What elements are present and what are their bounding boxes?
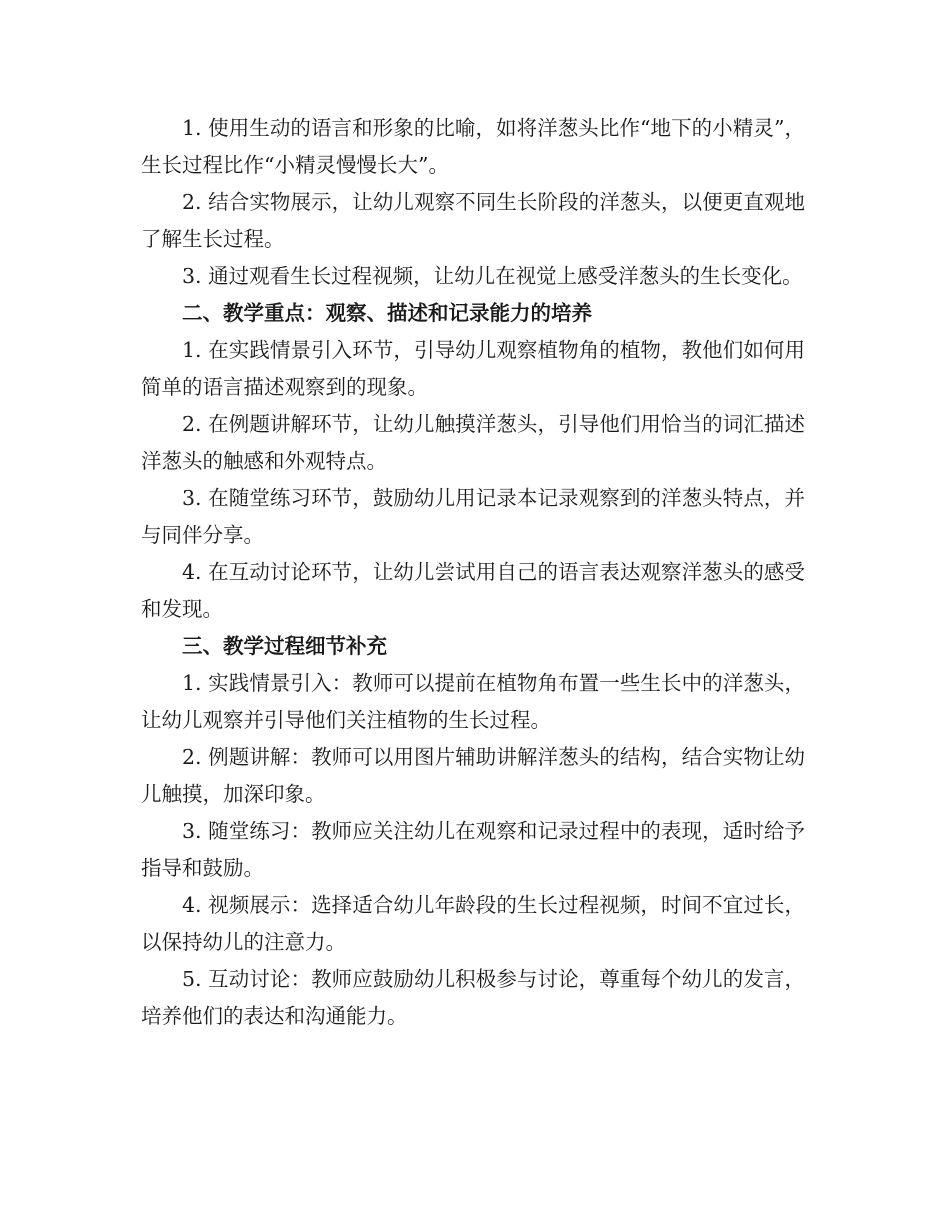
section2-item-4: 4. 在互动讨论环节，让幼儿尝试用自己的语言表达观察洋葱头的感受和发现。 — [141, 560, 805, 621]
section3-item-4: 4. 视频展示：选择适合幼儿年龄段的生长过程视频，时间不宜过长，以保持幼儿的注意力。 — [141, 893, 805, 954]
section2-heading: 二、教学重点：观察、描述和记录能力的培养 — [182, 301, 592, 325]
section3-item-1: 1. 实践情景引入：教师可以提前在植物角布置一些生长中的洋葱头，让幼儿观察并引导他们关注植物的生长过程。 — [141, 671, 805, 732]
section2-item-2: 2. 在例题讲解环节，让幼儿触摸洋葱头，引导他们用恰当的词汇描述洋葱头的触感和外观特点。 — [141, 412, 805, 473]
section3-heading: 三、教学过程细节补充 — [182, 634, 387, 658]
section3-item-5: 5. 互动讨论：教师应鼓励幼儿积极参与讨论，尊重每个幼儿的发言，培养他们的表达和沟通能力。 — [141, 967, 805, 1028]
section2-item-1: 1. 在实践情景引入环节，引导幼儿观察植物角的植物，教他们如何用简单的语言描述观察到的现象。 — [141, 338, 805, 399]
intro-item-3: 3. 通过观看生长过程视频，让幼儿在视觉上感受洋葱头的生长变化。 — [182, 264, 803, 288]
section3-item-3: 3. 随堂练习：教师应关注幼儿在观察和记录过程中的表现，适时给予指导和鼓励。 — [141, 819, 805, 880]
intro-item-2: 2. 结合实物展示，让幼儿观察不同生长阶段的洋葱头，以便更直观地了解生长过程。 — [141, 190, 805, 251]
intro-item-1: 1. 使用生动的语言和形象的比喻，如将洋葱头比作“地下的小精灵”，生长过程比作“小精灵慢慢长大”。 — [141, 116, 805, 177]
section2-item-3: 3. 在随堂练习环节，鼓励幼儿用记录本记录观察到的洋葱头特点，并与同伴分享。 — [141, 486, 805, 547]
document-body — [141, 110, 805, 1035]
section3-item-2: 2. 例题讲解：教师可以用图片辅助讲解洋葱头的结构，结合实物让幼儿触摸，加深印象。 — [141, 745, 805, 806]
